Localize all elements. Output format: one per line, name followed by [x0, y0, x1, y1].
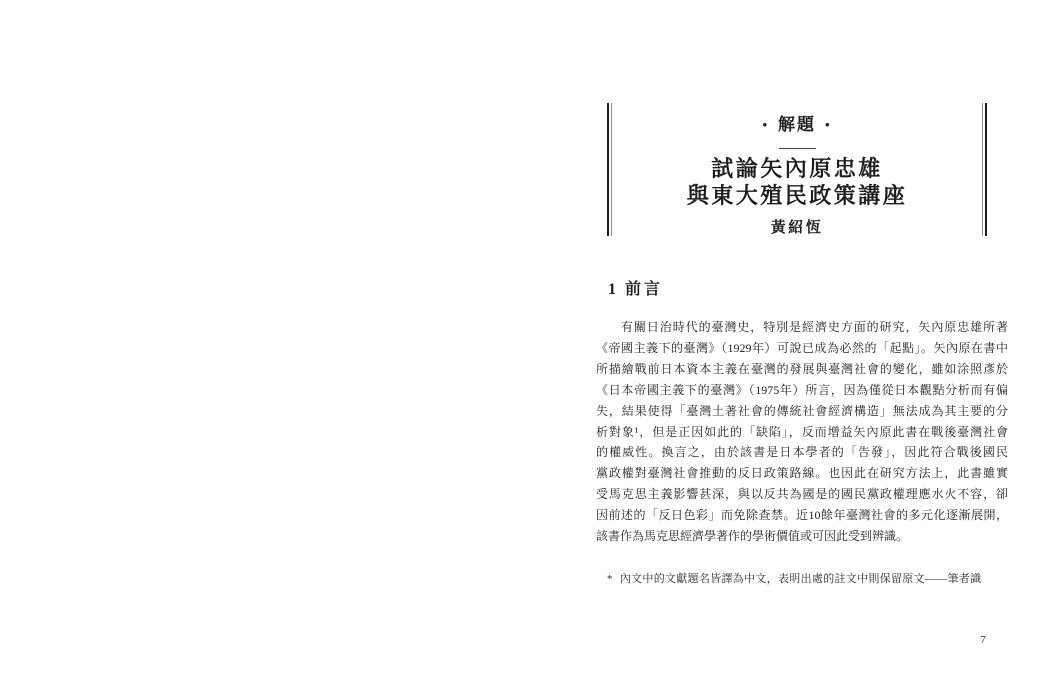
section-number: 1	[608, 281, 616, 298]
body-paragraph	[596, 317, 1008, 547]
kicker-bullet-left: •	[762, 117, 769, 132]
title-divider-rule	[779, 148, 816, 149]
section-heading	[608, 276, 663, 299]
chapter-title	[607, 155, 987, 209]
footnote	[607, 572, 1007, 587]
body-line: 的權威性。換言之，由於該書是日本學者的「告發」，因此符合戰後國民	[596, 445, 1008, 460]
footnote-text: 內文中的文獻題名皆譯為中文，表明出處的註文中則保留原文——筆者識	[619, 573, 982, 585]
kicker-label: 解題	[778, 115, 816, 134]
body-line: 《帝國主義下的臺灣》（1929年）可說已成為必然的「起點」。矢內原在書中	[596, 340, 1008, 355]
body-line: 所描繪戰前日本資本主義在臺灣的發展與臺灣社會的變化，雖如涂照彥於	[596, 361, 1008, 376]
author-name: 黃紹恆	[770, 220, 824, 236]
footnote-marker: *	[607, 573, 613, 585]
body-line: 《日本帝國主義下的臺灣》（1975年）所言，因為僅從日本觀點分析而有偏	[596, 382, 1008, 397]
body-line: 該書作為馬克思經濟學著作的學術價值或可因此受到辨識。	[596, 529, 909, 544]
page-number: 7	[980, 634, 986, 646]
chapter-title-line1: 試論矢內原忠雄	[711, 156, 883, 181]
body-line: 失，結果使得「臺灣土著社會的傳統社會經濟構造」無法成為其主要的分	[596, 403, 1008, 418]
kicker-bullet-right: •	[825, 117, 832, 132]
body-line: 析對象¹，但是正因如此的「缺陷」，反而增益矢內原此書在戰後臺灣社會	[596, 424, 1008, 439]
double-rule-left	[607, 103, 612, 236]
body-line: 受馬克思主義影響甚深，與以反共為國是的國民黨政權理應水火不容，卻	[596, 487, 1008, 502]
chapter-title-line2: 與東大殖民政策講座	[686, 183, 908, 208]
body-line: 因前述的「反日色彩」而免除查禁。近10餘年臺灣社會的多元化逐漸展開，	[596, 508, 1008, 523]
section-title: 前言	[625, 281, 664, 298]
chapter-title-block	[607, 103, 987, 236]
body-line: 黨政權對臺灣社會推動的反日政策路線。也因此在研究方法上，此書雖實	[596, 466, 1008, 481]
chapter-kicker	[607, 115, 987, 135]
double-rule-right	[982, 103, 987, 236]
body-line: 有關日治時代的臺灣史，特別是經濟史方面的研究，矢內原忠雄所著	[621, 320, 1008, 334]
